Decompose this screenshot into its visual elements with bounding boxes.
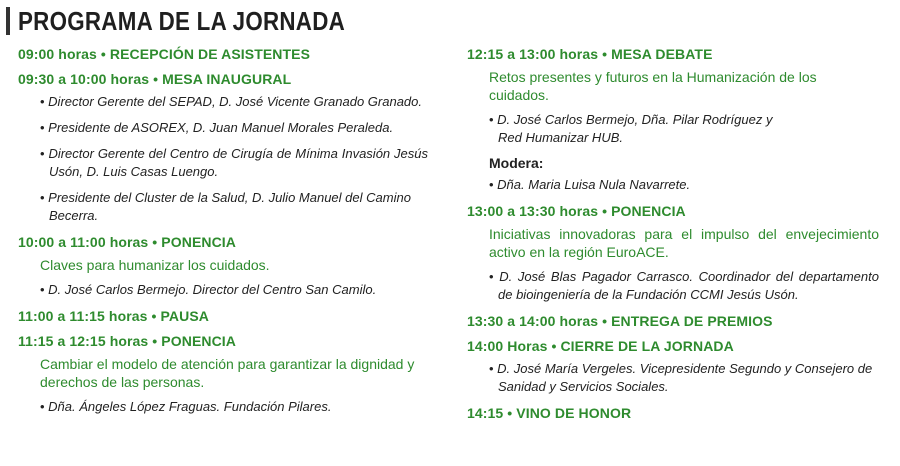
session-topic: Iniciativas innovadoras para el impulso del envejecimiento activo en la región EuroACE.: [489, 226, 879, 260]
speaker-item: • Director Gerente del SEPAD, D. José Vicente Granado Granado.: [40, 94, 422, 109]
session-heading: 13:00 a 13:30 horas • PONENCIA: [467, 203, 686, 219]
session-topic: Claves para humanizar los cuidados.: [40, 257, 270, 273]
session: [467, 405, 879, 421]
session: [18, 333, 428, 416]
speaker-item: • D. José Carlos Bermejo, Dña. Pilar Rodríguez y Red Humanizar HUB.: [489, 112, 773, 145]
moderator-label: Modera:: [489, 155, 544, 171]
session-topic: Retos presentes y futuros en la Humanización de los cuidados.: [489, 69, 817, 103]
speaker-item: • Dña. Maria Luisa Nula Navarrete.: [489, 177, 691, 192]
speaker-item: • Presidente del Cluster de la Salud, D. Julio Manuel del Camino Becerra.: [40, 190, 411, 223]
session: [18, 308, 428, 324]
left-column: [18, 46, 428, 425]
speaker-item: • D. José Carlos Bermejo. Director del Centro San Camilo.: [40, 282, 377, 297]
speaker-item: • Director Gerente del Centro de Cirugía de Mínima Invasión Jesús Usón, D. Luis Casas Luengo.: [40, 146, 428, 179]
session-heading: 13:30 a 14:00 horas • ENTREGA DE PREMIOS: [467, 313, 773, 329]
session-heading: 11:00 a 11:15 horas • PAUSA: [18, 308, 209, 324]
speaker-item: • D. José Blas Pagador Carrasco. Coordinador del departamento de bioingeniería de la Fundación CCMI Jesús Usón.: [489, 269, 879, 302]
session-heading: 11:15 a 12:15 horas • PONENCIA: [18, 333, 236, 349]
session-heading: 14:15 • VINO DE HONOR: [467, 405, 632, 421]
page-header: [6, 6, 398, 36]
title-accent-bar: [6, 7, 10, 35]
session: [18, 46, 428, 62]
session: [467, 313, 879, 329]
session: [18, 71, 428, 225]
session-heading: 10:00 a 11:00 horas • PONENCIA: [18, 234, 236, 250]
speaker-item: • D. José María Vergeles. Vicepresidente Segundo y Consejero de Sanidad y Servicios Sociales.: [489, 361, 873, 394]
session: [467, 338, 879, 396]
session: [467, 203, 879, 304]
speaker-item: • Presidente de ASOREX, D. Juan Manuel Morales Peraleda.: [40, 120, 394, 135]
session-heading: 09:30 a 10:00 horas • MESA INAUGURAL: [18, 71, 292, 87]
speaker-item: • Dña. Ángeles López Fraguas. Fundación Pilares.: [40, 399, 332, 414]
page-title: PROGRAMA DE LA JORNADA: [18, 5, 346, 36]
session-heading: 14:00 Horas • CIERRE DE LA JORNADA: [467, 338, 734, 354]
session-topic: Cambiar el modelo de atención para garantizar la dignidad y derechos de las personas.: [40, 356, 415, 390]
session: [467, 46, 879, 194]
session: [18, 234, 428, 299]
right-column: [467, 46, 879, 430]
session-heading: 09:00 horas • RECEPCIÓN DE ASISTENTES: [18, 46, 311, 62]
session-heading: 12:15 a 13:00 horas • MESA DEBATE: [467, 46, 713, 62]
